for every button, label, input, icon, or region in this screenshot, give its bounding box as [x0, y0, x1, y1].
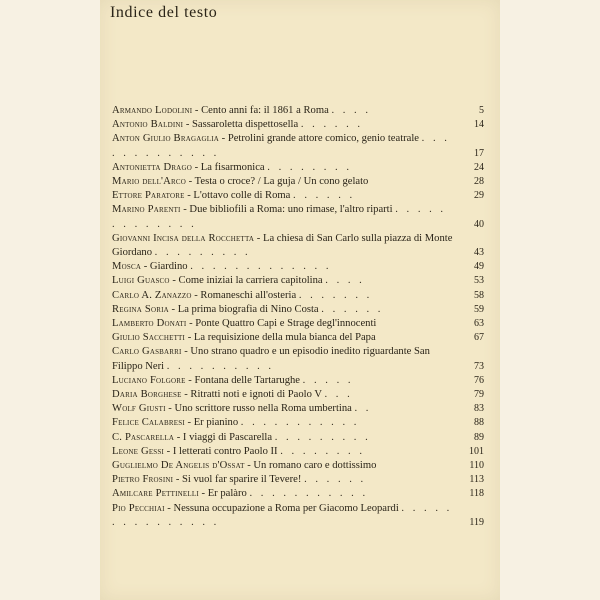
- entry-title: Ritratti noti e ignoti di Paolo V: [190, 389, 322, 401]
- entry-page-number: 17: [474, 147, 484, 159]
- leader-dots: . . . . . . . .: [267, 161, 352, 173]
- entry-author: Giulio Sacchetti: [112, 332, 186, 344]
- toc-entry: Daria Borghese - Ritratti noti e ignoti di Paolo V . . . 79: [112, 388, 484, 402]
- entry-page-number: 43: [474, 247, 484, 259]
- entry-author: Pietro Frosini: [112, 474, 174, 486]
- entry-title: La fisarmonica: [200, 161, 265, 173]
- entry-title: Nessuna occupazione a Roma per Giacomo Leopardi: [173, 502, 399, 514]
- toc-entry: Pio Pecchiai - Nessuna occupazione a Roma per Giacomo Leopardi . . . . . . . . . . . . . . . 119: [112, 502, 484, 530]
- entry-page-number: 28: [474, 176, 484, 188]
- entry-title: Ponte Quattro Capi e Strage degl'innocenti: [195, 318, 377, 330]
- entry-page-number: 73: [474, 360, 484, 372]
- toc-entry: Lamberto Donati - Ponte Quattro Capi e Strage degl'innocenti 63: [112, 317, 484, 331]
- entry-page-number: 63: [474, 318, 484, 330]
- entry-author: Antonio Baldini: [112, 119, 184, 131]
- entry-author: Carlo A. Zanazzo: [112, 289, 192, 301]
- entry-title: I letterati contro Paolo II: [172, 445, 278, 457]
- entry-page-number: 113: [469, 474, 484, 486]
- toc-entry: Giovanni Incisa della Rocchetta - La chiesa di San Carlo sulla piazza di Monte Giordano . . . . . . . . . 43: [112, 232, 484, 260]
- toc-entry: Carlo A. Zanazzo - Romaneschi all'osteria . . . . . . . 58: [112, 289, 484, 303]
- toc-entry: Wolf Giusti - Uno scrittore russo nella Roma umbertina . . 83: [112, 402, 484, 416]
- entry-page-number: 40: [474, 218, 484, 230]
- entry-title: La prima biografia di Nino Costa: [177, 303, 319, 315]
- entry-author: Marino Parenti: [112, 204, 181, 216]
- entry-author: Mario dell'Arco: [112, 176, 187, 188]
- entry-title: Petrolini grande attore comico, genio teatrale: [227, 133, 420, 145]
- entry-author: Pio Pecchiai: [112, 502, 165, 514]
- leader-dots: . . .: [324, 389, 353, 401]
- leader-dots: . . . .: [331, 105, 371, 116]
- leader-dots: . .: [354, 403, 372, 415]
- toc-entry: Luigi Guasco - Come iniziai la carriera capitolina . . . . 53: [112, 274, 484, 288]
- entry-page-number: 83: [474, 403, 484, 415]
- leader-dots: . . . . . . . . . . . . .: [112, 204, 447, 230]
- entry-title: Si vuol far sparire il Tevere!: [182, 474, 302, 486]
- entry-title: La chiesa di San Carlo sulla piazza di Monte Giordano: [112, 232, 453, 259]
- toc-entry: Anton Giulio Bragaglia - Petrolini grande attore comico, genio teatrale . . . . . . . . . . . . . 17: [112, 132, 484, 160]
- entry-page-number: 67: [474, 332, 484, 344]
- entry-author: Carlo Gasbarri: [112, 346, 182, 358]
- leader-dots: . . . . . . . . . . . . . . .: [112, 502, 453, 528]
- leader-dots: . . . . . . . . .: [274, 431, 371, 443]
- entry-author: Mosca: [112, 261, 142, 273]
- entry-title: Uno strano quadro e un episodio inedito riguardante San Filippo Neri: [112, 346, 430, 372]
- entry-title: L'ottavo colle di Roma: [193, 190, 291, 202]
- toc-entry: Felice Calabresi - Er pianino . . . . . . . . . . . 88: [112, 416, 484, 430]
- book-page: [100, 0, 500, 600]
- entry-page-number: 49: [474, 261, 484, 273]
- leader-dots: . . . . . .: [293, 190, 356, 202]
- toc-entry: Marino Parenti - Due bibliofili a Roma: uno rimase, l'altro riparti . . . . . . . . . . . . . 40: [112, 203, 484, 231]
- entry-author: Wolf Giusti: [112, 403, 166, 415]
- toc-entry: Guglielmo De Angelis d'Ossat - Un romano caro e dottissimo 110: [112, 459, 484, 473]
- entry-title: Fontana delle Tartarughe: [194, 374, 301, 386]
- leader-dots: . . . . . .: [321, 303, 384, 315]
- toc-entry: Mosca - Giardino . . . . . . . . . . . . . 49: [112, 260, 484, 274]
- leader-dots: . . . . . . . . . . .: [240, 417, 360, 429]
- entry-page-number: 88: [474, 417, 484, 429]
- entry-author: Amilcare Pettinelli: [112, 488, 199, 500]
- entry-author: Guglielmo De Angelis d'Ossat: [112, 460, 245, 472]
- leader-dots: . . . . . . . . . . .: [249, 488, 369, 500]
- entry-author: C. Pascarella: [112, 431, 175, 443]
- entry-author: Luigi Guasco: [112, 275, 170, 287]
- entry-page-number: 14: [474, 119, 484, 131]
- entry-page-number: 5: [479, 105, 484, 116]
- leader-dots: . . . .: [325, 275, 365, 287]
- toc-entry: Antonietta Drago - La fisarmonica . . . . . . . . 24: [112, 161, 484, 175]
- entry-title: La requisizione della mula bianca del Papa: [193, 332, 376, 344]
- leader-dots: . . . . . .: [300, 119, 364, 131]
- toc-entry: Luciano Folgore - Fontana delle Tartarughe . . . . . 76: [112, 374, 484, 388]
- entry-page-number: 58: [474, 289, 484, 301]
- entry-title: Un romano caro e dottissimo: [253, 460, 377, 472]
- entry-author: Armando Lodolini: [112, 105, 193, 116]
- toc-entry: Leone Gessi - I letterati contro Paolo II . . . . . . . . 101: [112, 445, 484, 459]
- entry-title: Testa o croce? / La guja / Un cono gelato: [194, 176, 369, 188]
- entry-title: Giardino: [149, 261, 188, 273]
- leader-dots: . . . . . .: [304, 474, 367, 486]
- entry-page-number: 119: [469, 516, 484, 528]
- entry-page-number: 59: [474, 303, 484, 315]
- entry-page-number: 89: [474, 431, 484, 443]
- entry-title: Come iniziai la carriera capitolina: [178, 275, 323, 287]
- entry-author: Antonietta Drago: [112, 161, 192, 173]
- entry-author: Leone Gessi: [112, 445, 165, 457]
- entry-author: Luciano Folgore: [112, 374, 186, 386]
- entry-page-number: 53: [474, 275, 484, 287]
- toc-entry: Carlo Gasbarri - Uno strano quadro e un episodio inedito riguardante San Filippo Neri . . . . . . . . . . 73: [112, 345, 484, 373]
- toc-entry: Ettore Paratore - L'ottavo colle di Roma . . . . . . 29: [112, 189, 484, 203]
- entry-author: Felice Calabresi: [112, 417, 185, 429]
- leader-dots: . . . . . . . . . . . . .: [190, 261, 332, 273]
- leader-dots: . . . . . . . . . . . . .: [112, 133, 450, 159]
- toc-entry: Giulio Sacchetti - La requisizione della mula bianca del Papa 67: [112, 331, 484, 345]
- entry-title: Due bibliofili a Roma: uno rimase, l'altro riparti: [189, 204, 393, 216]
- table-of-contents: [112, 104, 484, 530]
- entry-title: Uno scrittore russo nella Roma umbertina: [174, 403, 352, 415]
- toc-entry: Antonio Baldini - Sassaroletta dispettosella . . . . . . 14: [112, 118, 484, 132]
- entry-title: Romaneschi all'osteria: [200, 289, 297, 301]
- entry-author: Ettore Paratore: [112, 190, 185, 202]
- leader-dots: . . . . . . . .: [280, 445, 365, 457]
- entry-author: Regina Soria: [112, 303, 169, 315]
- leader-dots: . . . . . . . . .: [154, 247, 251, 259]
- entry-page-number: 118: [469, 488, 484, 500]
- entry-page-number: 110: [469, 460, 484, 472]
- entry-page-number: 76: [474, 374, 484, 386]
- page-title: Indice del testo: [110, 4, 218, 21]
- toc-entry: Mario dell'Arco - Testa o croce? / La guja / Un cono gelato 28: [112, 175, 484, 189]
- entry-page-number: 29: [474, 190, 484, 202]
- entry-author: Lamberto Donati: [112, 318, 187, 330]
- entry-title: Sassaroletta dispettosella: [192, 119, 299, 131]
- toc-entry: C. Pascarella - I viaggi di Pascarella . . . . . . . . . 89: [112, 431, 484, 445]
- leader-dots: . . . . . . . . . .: [166, 360, 275, 372]
- entry-title: Er pianino: [193, 417, 239, 429]
- toc-entry: Amilcare Pettinelli - Er palàro . . . . . . . . . . . 118: [112, 487, 484, 501]
- leader-dots: . . . . . . .: [298, 289, 373, 301]
- entry-page-number: 101: [469, 445, 484, 457]
- toc-entry: Armando Lodolini - Cento anni fa: il 1861 a Roma . . . . 5: [112, 104, 484, 118]
- entry-author: Anton Giulio Bragaglia: [112, 133, 219, 145]
- entry-page-number: 24: [474, 161, 484, 173]
- toc-entry: Regina Soria - La prima biografia di Nino Costa . . . . . . 59: [112, 303, 484, 317]
- entry-title: Er palàro: [207, 488, 247, 500]
- entry-page-number: 79: [474, 389, 484, 401]
- leader-dots: . . . . .: [302, 374, 354, 386]
- entry-author: Giovanni Incisa della Rocchetta: [112, 232, 255, 244]
- entry-author: Daria Borghese: [112, 389, 182, 401]
- entry-title: Cento anni fa: il 1861 a Roma: [201, 105, 329, 116]
- entry-title: I viaggi di Pascarella: [182, 431, 273, 443]
- toc-entry: Pietro Frosini - Si vuol far sparire il Tevere! . . . . . . 113: [112, 473, 484, 487]
